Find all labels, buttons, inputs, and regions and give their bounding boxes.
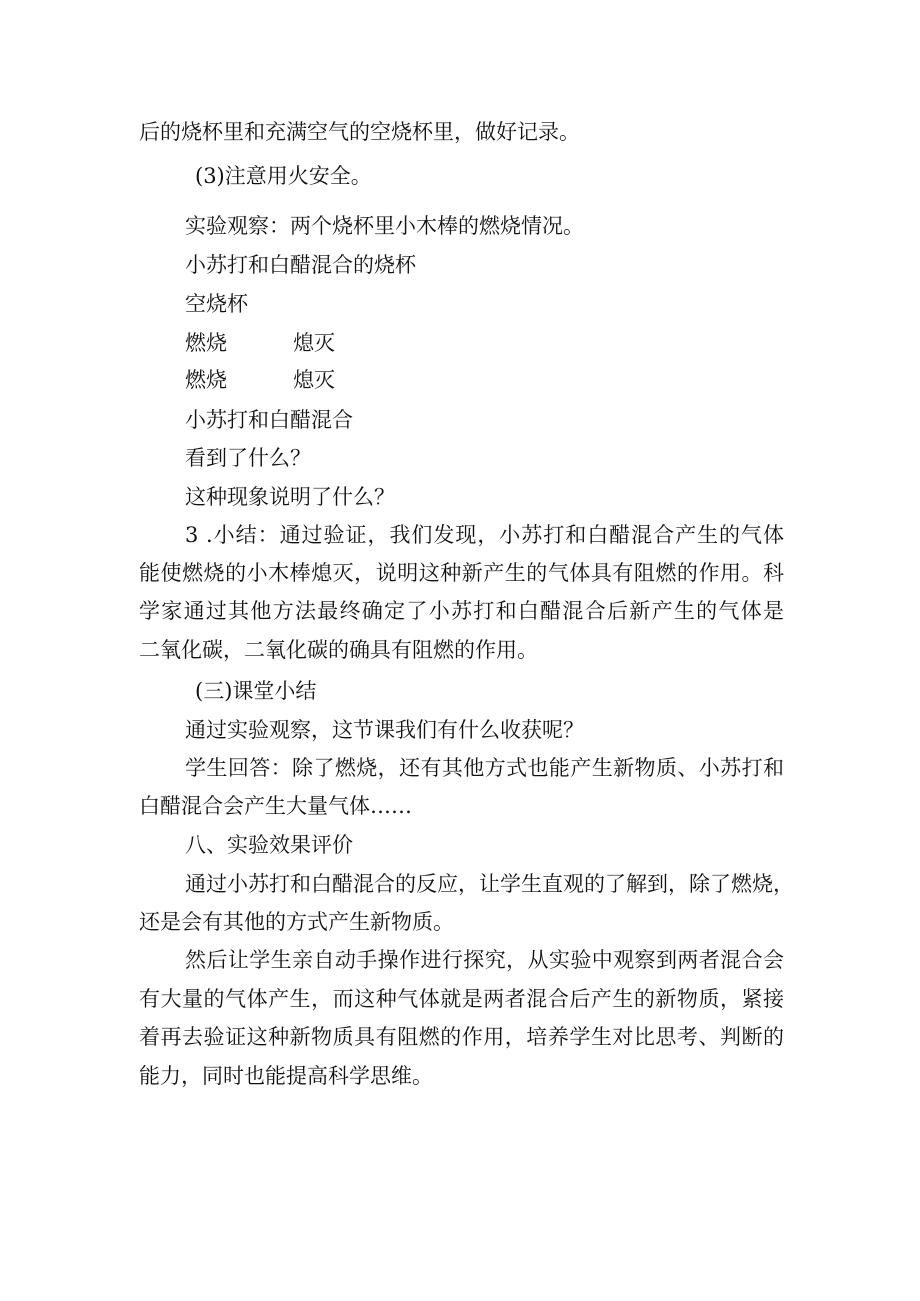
summary-paragraph-line: 能使燃烧的小木棒熄灭，说明这种新产生的气体具有阻燃的作用。科 — [139, 561, 784, 585]
evaluation-paragraph-line: 然后让学生亲自动手操作进行探究，从实验中观察到两者混合会 — [185, 948, 784, 972]
mixture-label: 小苏打和白醋混合 — [185, 408, 353, 432]
student-answer-line: 学生回答：除了燃烧，还有其他方式也能产生新物质、小苏打和 — [185, 756, 784, 780]
summary-paragraph-line: 3 .小结：通过验证，我们发现，小苏打和白醋混合产生的气体 — [185, 523, 784, 547]
paragraph-line: 通过实验观察，这节课我们有什么收获呢？ — [185, 718, 584, 742]
beaker-label-mixed: 小苏打和白醋混合的烧杯 — [185, 253, 416, 277]
result-row — [185, 329, 335, 357]
result-row — [185, 366, 335, 394]
summary-paragraph-line: 学家通过其他方法最终确定了小苏打和白醋混合后新产生的气体是 — [139, 599, 784, 623]
evaluation-paragraph-line: 还是会有其他的方式产生新物质。 — [139, 910, 454, 934]
section-heading-evaluation: 八、实验效果评价 — [185, 833, 353, 857]
evaluation-paragraph-line: 着再去验证这种新物质具有阻燃的作用，培养学生对比思考、判断的 — [139, 1025, 784, 1049]
paragraph-line: 后的烧杯里和充满空气的空烧杯里，做好记录。 — [139, 120, 580, 144]
student-answer-line: 白醋混合会产生大量气体…… — [139, 794, 412, 818]
beaker-label-empty: 空烧杯 — [185, 292, 248, 316]
result-cell-extinguished: 熄灭 — [293, 331, 335, 355]
result-cell-burning: 燃烧 — [185, 331, 227, 355]
evaluation-paragraph-line: 通过小苏打和白醋混合的反应，让学生直观的了解到，除了燃烧， — [185, 872, 794, 896]
question-line: 看到了什么？ — [185, 446, 311, 470]
question-line: 这种现象说明了什么？ — [185, 485, 395, 509]
observation-heading: 实验观察：两个烧杯里小木棒的燃烧情况。 — [185, 214, 584, 238]
result-cell-burning: 燃烧 — [185, 368, 227, 392]
section-heading-class-summary: (三)课堂小结 — [195, 679, 317, 703]
result-cell-extinguished: 熄灭 — [293, 368, 335, 392]
evaluation-paragraph-line: 能力，同时也能提高科学思维。 — [139, 1064, 433, 1088]
list-item-safety-note: (3)注意用火安全。 — [195, 164, 372, 188]
summary-paragraph-line: 二氧化碳，二氧化碳的确具有阻燃的作用。 — [139, 638, 538, 662]
evaluation-paragraph-line: 有大量的气体产生，而这种气体就是两者混合后产生的新物质，紧接 — [139, 987, 784, 1011]
